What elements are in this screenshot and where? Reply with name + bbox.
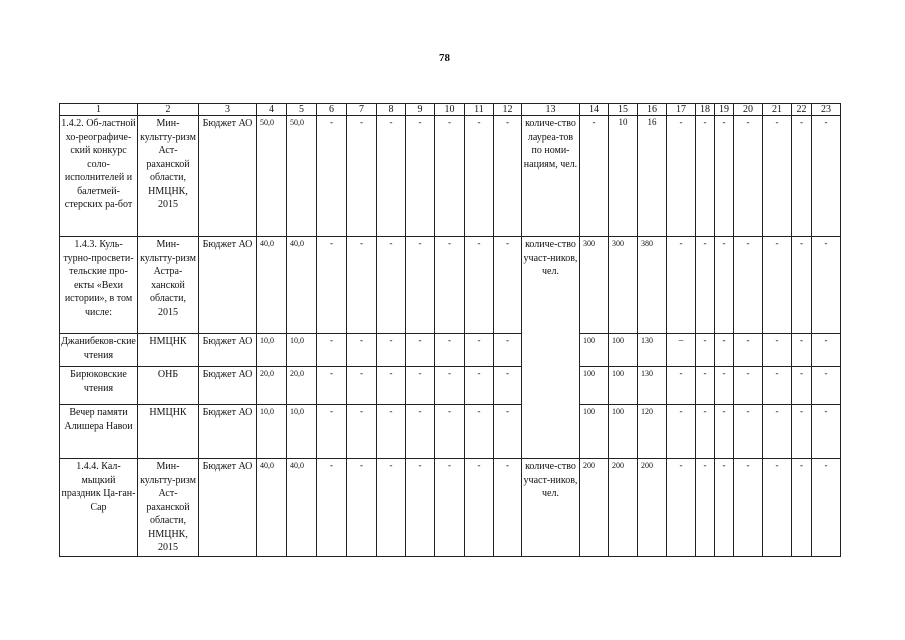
funding-source: Бюджет АО: [199, 334, 257, 367]
value-cell: -: [696, 334, 715, 367]
value-cell: 100: [609, 405, 638, 459]
value-cell: -: [792, 459, 812, 557]
value-cell: -: [465, 459, 494, 557]
value-cell: 10: [609, 116, 638, 237]
value-cell: 200: [609, 459, 638, 557]
executor-cell: ОНБ: [138, 367, 199, 405]
activity-name: Вечер памяти Алишера Навои: [60, 405, 138, 459]
value-cell: -: [494, 367, 522, 405]
header-cell: 3: [199, 104, 257, 116]
value-cell: 200: [638, 459, 667, 557]
header-cell: 12: [494, 104, 522, 116]
header-cell: 11: [465, 104, 494, 116]
value-cell: -: [715, 237, 734, 334]
value-cell: -: [465, 237, 494, 334]
value-cell: -: [317, 116, 347, 237]
value-cell: -: [435, 405, 465, 459]
value-cell: -: [347, 116, 377, 237]
funding-source: Бюджет АО: [199, 459, 257, 557]
value-cell: -: [812, 405, 841, 459]
value-cell: -: [734, 334, 763, 367]
value-cell: -: [406, 405, 435, 459]
activity-name: Бирюковские чтения: [60, 367, 138, 405]
activity-name: Джанибеков-ские чтения: [60, 334, 138, 367]
value-cell: -: [494, 237, 522, 334]
table-row: [60, 459, 841, 557]
indicator-cell: количе-ство лауреа-тов по номи-нациям, чел.: [522, 116, 580, 237]
value-cell: -: [667, 459, 696, 557]
value-cell: -: [377, 367, 406, 405]
header-row: [60, 104, 841, 116]
value-cell: -: [812, 459, 841, 557]
value-cell: -: [792, 116, 812, 237]
value-cell: 100: [580, 367, 609, 405]
header-cell: 20: [734, 104, 763, 116]
amount-cell: 10,0: [257, 334, 287, 367]
amount-cell: 10,0: [287, 405, 317, 459]
value-cell: -: [317, 367, 347, 405]
header-cell: 22: [792, 104, 812, 116]
amount-cell: 20,0: [287, 367, 317, 405]
executor-cell: Мин-культту-ризм Аст-раханской области, НМЦНК, 2015: [138, 116, 199, 237]
header-cell: 1: [60, 104, 138, 116]
value-cell: -: [812, 367, 841, 405]
value-cell: -: [465, 405, 494, 459]
executor-cell: Мин-культту-ризм Аст-раханской области, НМЦНК, 2015: [138, 459, 199, 557]
value-cell: -: [317, 405, 347, 459]
amount-cell: 40,0: [287, 237, 317, 334]
value-cell: -: [494, 334, 522, 367]
amount-cell: 10,0: [257, 405, 287, 459]
header-cell: 17: [667, 104, 696, 116]
activity-name: 1.4.3. Куль-турно-просвети-тельские про-екты «Вехи истории», в том числе:: [60, 237, 138, 334]
value-cell: -: [435, 367, 465, 405]
header-cell: 23: [812, 104, 841, 116]
executor-cell: НМЦНК: [138, 405, 199, 459]
value-cell: 130: [638, 334, 667, 367]
page-number: 78: [439, 52, 450, 64]
value-cell: -: [734, 367, 763, 405]
table-row: [60, 334, 841, 367]
value-cell: -: [435, 237, 465, 334]
value-cell: -: [696, 405, 715, 459]
value-cell: -: [812, 237, 841, 334]
value-cell: -: [465, 334, 494, 367]
value-cell: -: [792, 367, 812, 405]
header-cell: 15: [609, 104, 638, 116]
header-cell: 4: [257, 104, 287, 116]
value-cell: 300: [580, 237, 609, 334]
value-cell: 380: [638, 237, 667, 334]
value-cell: -: [377, 459, 406, 557]
header-cell: 5: [287, 104, 317, 116]
funding-source: Бюджет АО: [199, 116, 257, 237]
value-cell: -: [494, 116, 522, 237]
value-cell: -: [696, 367, 715, 405]
value-cell: -: [696, 116, 715, 237]
value-cell: -: [435, 334, 465, 367]
value-cell: -: [494, 459, 522, 557]
funding-source: Бюджет АО: [199, 405, 257, 459]
value-cell: -: [580, 116, 609, 237]
amount-cell: 40,0: [257, 459, 287, 557]
value-cell: -: [696, 459, 715, 557]
amount-cell: 10,0: [287, 334, 317, 367]
value-cell: -: [763, 116, 792, 237]
executor-cell: НМЦНК: [138, 334, 199, 367]
value-cell: -: [406, 459, 435, 557]
value-cell: 300: [609, 237, 638, 334]
table-row: [60, 237, 841, 334]
value-cell: -: [734, 405, 763, 459]
table-row: [60, 405, 841, 459]
value-cell: -: [715, 334, 734, 367]
value-cell: -: [763, 459, 792, 557]
value-cell: -: [377, 334, 406, 367]
program-table: [59, 103, 841, 557]
value-cell: -: [406, 367, 435, 405]
header-cell: 7: [347, 104, 377, 116]
header-cell: 14: [580, 104, 609, 116]
value-cell: -: [792, 405, 812, 459]
amount-cell: 40,0: [257, 237, 287, 334]
value-cell: -: [406, 116, 435, 237]
value-cell: -: [435, 459, 465, 557]
value-cell: -: [465, 116, 494, 237]
value-cell: -: [347, 237, 377, 334]
value-cell: -: [667, 237, 696, 334]
value-cell: -: [763, 334, 792, 367]
value-cell: -: [696, 237, 715, 334]
value-cell: -: [792, 237, 812, 334]
value-cell: -: [465, 367, 494, 405]
value-cell: -: [667, 367, 696, 405]
value-cell: -: [734, 116, 763, 237]
amount-cell: 50,0: [257, 116, 287, 237]
value-cell: -: [317, 459, 347, 557]
executor-cell: Мин-культту-ризм Астра-ханской области, 2015: [138, 237, 199, 334]
value-cell: -: [406, 237, 435, 334]
activity-name: 1.4.2. Об-ластной хо-реографиче-ский конкурс соло-исполнителей и балетмей-стерских ра-бот: [60, 116, 138, 237]
value-cell: -: [667, 405, 696, 459]
value-cell: -: [715, 116, 734, 237]
table-row: [60, 367, 841, 405]
indicator-cell: количе-ство участ-ников, чел.: [522, 459, 580, 557]
value-cell: -: [406, 334, 435, 367]
value-cell: -: [317, 237, 347, 334]
value-cell: -: [347, 334, 377, 367]
value-cell: 100: [609, 367, 638, 405]
value-cell: -: [715, 367, 734, 405]
value-cell: -: [763, 405, 792, 459]
value-cell: 100: [609, 334, 638, 367]
funding-source: Бюджет АО: [199, 237, 257, 334]
value-cell: -: [494, 405, 522, 459]
value-cell: -: [763, 237, 792, 334]
value-cell: -: [812, 334, 841, 367]
value-cell: -: [734, 237, 763, 334]
value-cell: 16: [638, 116, 667, 237]
value-cell: 130: [638, 367, 667, 405]
value-cell: -: [347, 459, 377, 557]
amount-cell: 50,0: [287, 116, 317, 237]
value-cell: -: [435, 116, 465, 237]
value-cell: -: [792, 334, 812, 367]
header-cell: 19: [715, 104, 734, 116]
value-cell: -: [812, 116, 841, 237]
indicator-cell: количе-ство участ-ников, чел.: [522, 237, 580, 459]
header-cell: 18: [696, 104, 715, 116]
header-cell: 8: [377, 104, 406, 116]
value-cell: -: [715, 459, 734, 557]
value-cell: -: [347, 405, 377, 459]
value-cell: 200: [580, 459, 609, 557]
header-cell: 9: [406, 104, 435, 116]
header-cell: 6: [317, 104, 347, 116]
activity-name: 1.4.4. Кал-мыцкий праздник Ца-ган-Сар: [60, 459, 138, 557]
header-cell: 21: [763, 104, 792, 116]
value-cell: 120: [638, 405, 667, 459]
value-cell: –: [667, 334, 696, 367]
value-cell: -: [377, 237, 406, 334]
value-cell: 100: [580, 334, 609, 367]
value-cell: -: [734, 459, 763, 557]
header-cell: 16: [638, 104, 667, 116]
value-cell: 100: [580, 405, 609, 459]
value-cell: -: [347, 367, 377, 405]
header-cell: 2: [138, 104, 199, 116]
value-cell: -: [763, 367, 792, 405]
value-cell: -: [317, 334, 347, 367]
value-cell: -: [715, 405, 734, 459]
amount-cell: 20,0: [257, 367, 287, 405]
value-cell: -: [377, 405, 406, 459]
value-cell: -: [667, 116, 696, 237]
amount-cell: 40,0: [287, 459, 317, 557]
header-cell: 13: [522, 104, 580, 116]
funding-source: Бюджет АО: [199, 367, 257, 405]
header-cell: 10: [435, 104, 465, 116]
table-row: [60, 116, 841, 237]
value-cell: -: [377, 116, 406, 237]
